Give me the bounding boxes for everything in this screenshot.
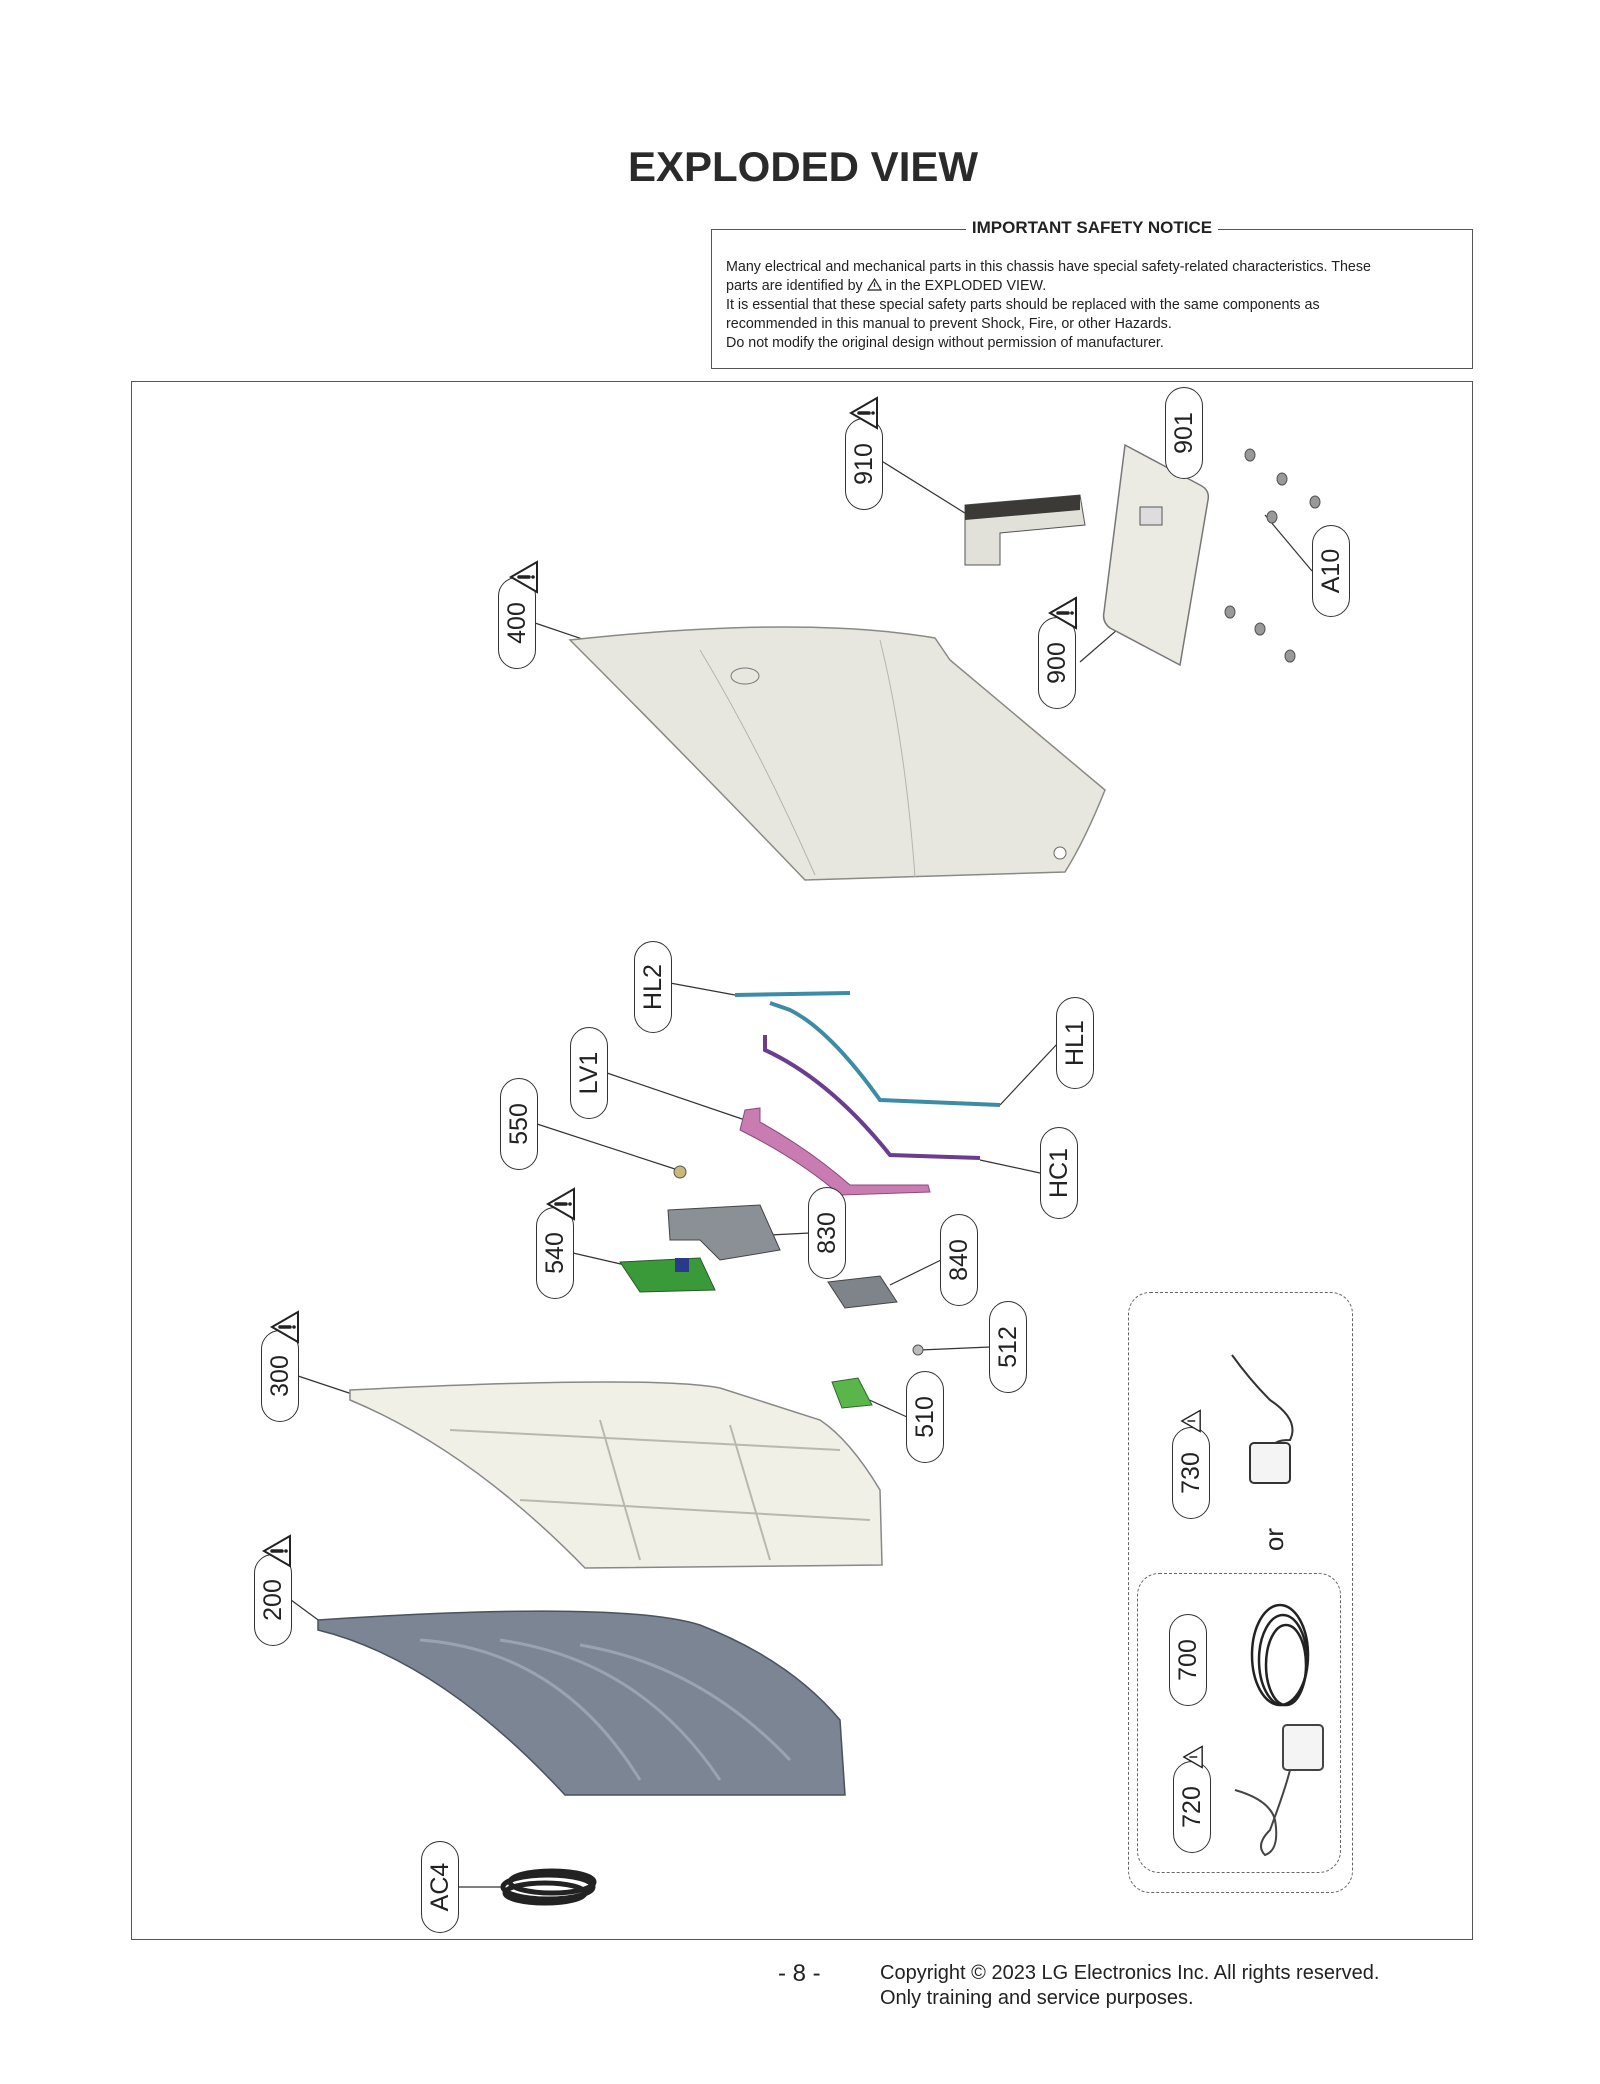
warning-triangle-icon xyxy=(262,1534,292,1568)
backlight-part xyxy=(318,1611,845,1795)
callout-901: 901 xyxy=(1165,387,1203,479)
page-title: EXPLODED VIEW xyxy=(627,143,979,190)
warning-triangle-icon xyxy=(546,1187,576,1221)
notice-line: It is essential that these special safety parts should be replaced with the same components as xyxy=(726,297,1320,313)
callout-A10: A10 xyxy=(1312,525,1350,617)
screws-part xyxy=(1225,449,1320,662)
callout-730: 730 xyxy=(1172,1427,1210,1519)
safety-notice-title: IMPORTANT SAFETY NOTICE xyxy=(966,218,1218,237)
back-cover-part xyxy=(570,627,1105,880)
callout-700: 700 xyxy=(1169,1614,1207,1706)
accessory-alt-box xyxy=(1137,1573,1341,1873)
copyright-text: Copyright © 2023 LG Electronics Inc. All rights reserved. xyxy=(880,1962,1380,1984)
callout-AC4: AC4 xyxy=(421,1841,459,1933)
warning-triangle-icon xyxy=(1180,1409,1202,1433)
callout-840: 840 xyxy=(940,1214,978,1306)
warning-triangle-icon xyxy=(1048,596,1078,630)
callout-910: 910 xyxy=(845,418,883,510)
notice-line: recommended in this manual to prevent Shock, Fire, or other Hazards. xyxy=(726,316,1172,332)
callout-510: 510 xyxy=(906,1371,944,1463)
notice-line: Many electrical and mechanical parts in this chassis have special safety-related characteristics. These xyxy=(726,259,1371,275)
ac4-cable-part xyxy=(503,1871,594,1903)
notice-line: parts are identified by xyxy=(726,278,863,294)
cable-hl-part xyxy=(735,993,1000,1105)
or-label: or xyxy=(1259,1527,1290,1552)
notice-line: Do not modify the original design without permission of manufacturer. xyxy=(726,335,1164,351)
callout-200: 200 xyxy=(254,1554,292,1646)
cable-lv1-part xyxy=(740,1108,930,1195)
warning-triangle-icon xyxy=(270,1310,300,1344)
callout-830: 830 xyxy=(808,1187,846,1279)
bracket-840-part xyxy=(828,1276,897,1308)
callout-550: 550 xyxy=(500,1078,538,1170)
callout-720: 720 xyxy=(1173,1761,1211,1853)
callout-900: 900 xyxy=(1038,617,1076,709)
callout-400: 400 xyxy=(498,577,536,669)
callout-HL2: HL2 xyxy=(634,941,672,1033)
copyright-footer xyxy=(880,1961,1379,2011)
callout-300: 300 xyxy=(261,1330,299,1422)
cable-hc1-part xyxy=(765,1035,980,1158)
callout-512: 512 xyxy=(989,1301,1027,1393)
callout-HC1: HC1 xyxy=(1040,1127,1078,1219)
callout-540: 540 xyxy=(536,1207,574,1299)
notice-line: in the EXPLODED VIEW. xyxy=(885,278,1047,294)
warning-triangle-icon xyxy=(1182,1745,1204,1769)
board-510-part xyxy=(832,1378,872,1408)
warning-triangle-icon xyxy=(509,560,539,594)
callout-HL1: HL1 xyxy=(1056,997,1094,1089)
stand-base-part xyxy=(1104,445,1209,665)
bracket-830-part xyxy=(668,1205,780,1260)
purpose-text: Only training and service purposes. xyxy=(880,1987,1194,2009)
warning-triangle-icon xyxy=(849,396,879,430)
page-number: - 8 - xyxy=(778,1960,821,1987)
callout-LV1: LV1 xyxy=(570,1027,608,1119)
board-540-part xyxy=(620,1258,715,1292)
